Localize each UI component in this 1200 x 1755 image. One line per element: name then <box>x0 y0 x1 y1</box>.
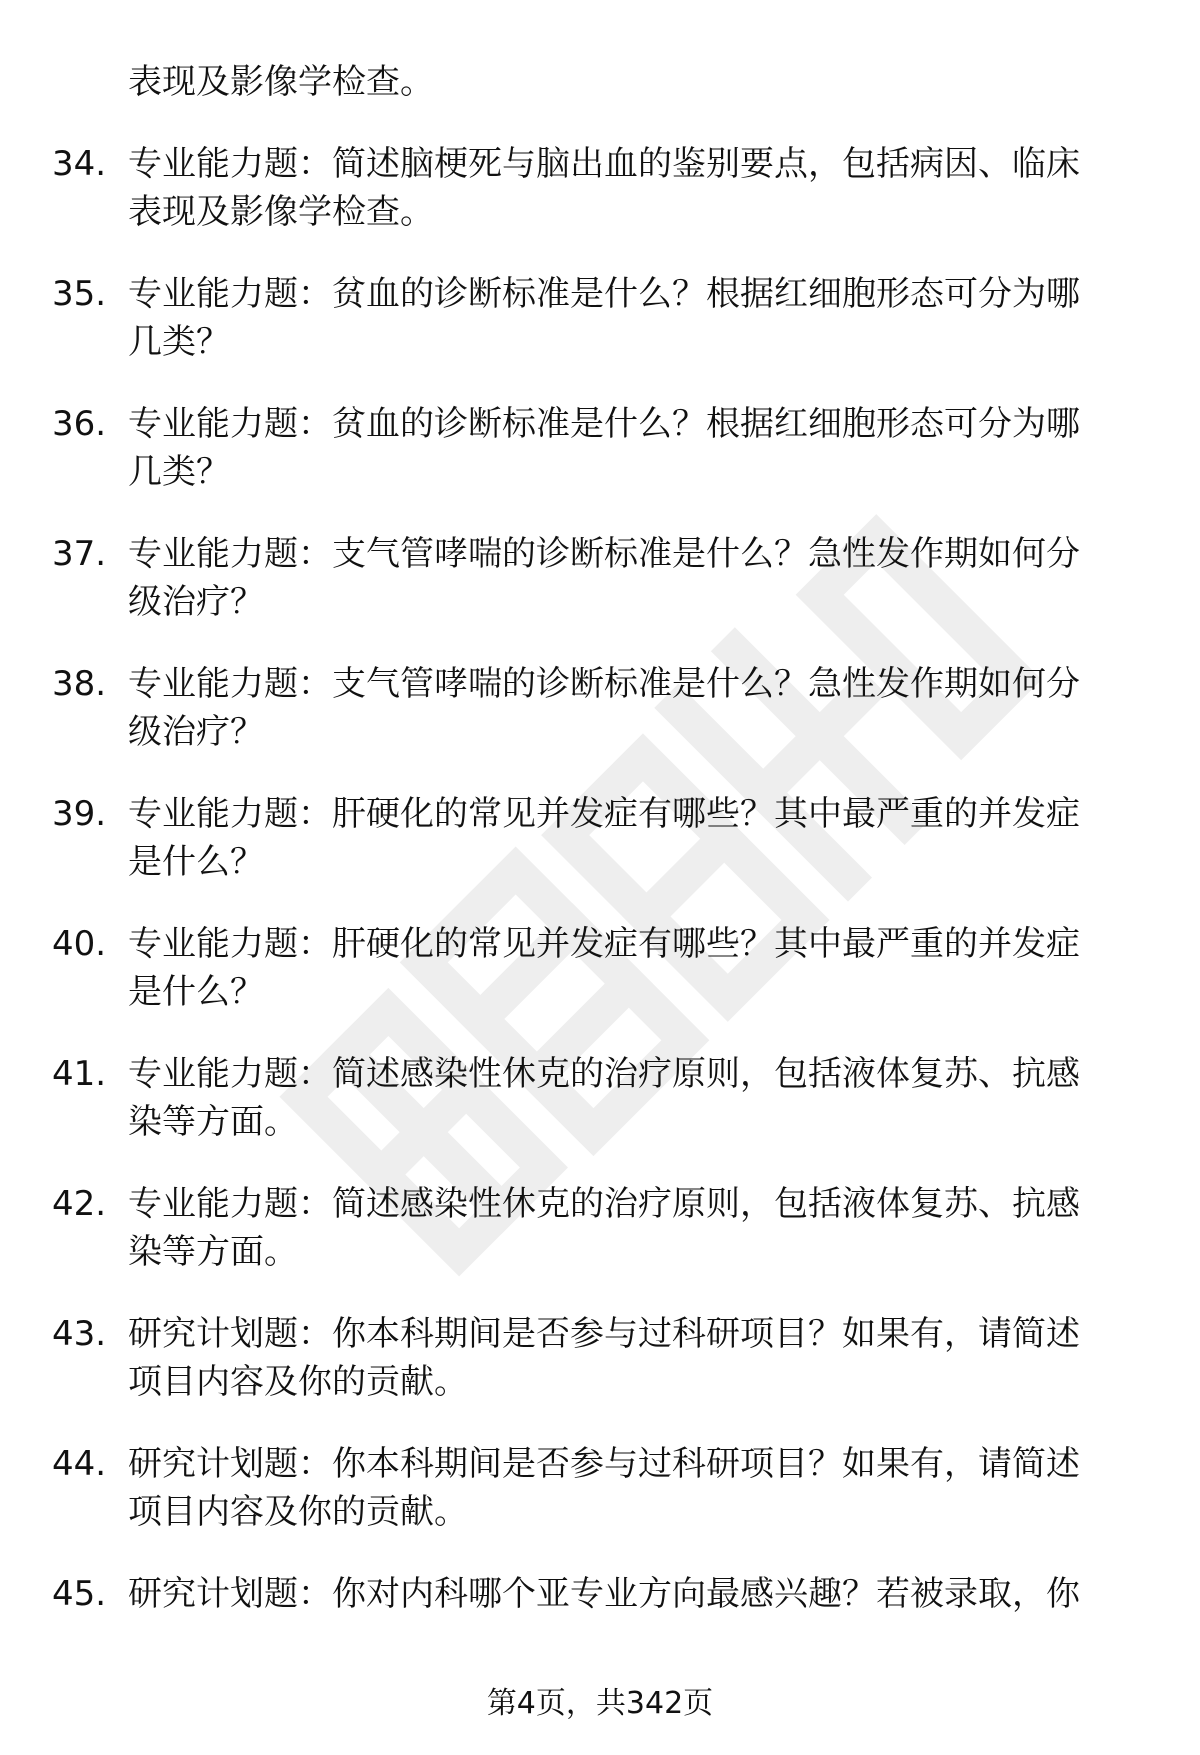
question-number: 37. <box>52 534 107 574</box>
question-item <box>0 400 1200 496</box>
question-line: 项目内容及你的贡献。 <box>128 1362 468 1402</box>
question-number: 43. <box>52 1314 107 1354</box>
question-text <box>128 920 1138 1016</box>
question-number: 45. <box>52 1574 107 1614</box>
question-line: 专业能力题：支气管哮喘的诊断标准是什么？急性发作期如何分 <box>128 534 1080 574</box>
question-number: 35. <box>52 274 107 314</box>
question-number: 36. <box>52 404 107 444</box>
question-text <box>128 1050 1138 1146</box>
question-text <box>128 530 1138 626</box>
question-item <box>0 790 1200 886</box>
question-item <box>0 660 1200 756</box>
question-line: 研究计划题：你对内科哪个亚专业方向最感兴趣？若被录取，你 <box>128 1574 1080 1614</box>
question-line: 专业能力题：简述脑梗死与脑出血的鉴别要点，包括病因、临床 <box>128 144 1080 184</box>
question-line: 项目内容及你的贡献。 <box>128 1492 468 1532</box>
question-line: 染等方面。 <box>128 1232 298 1272</box>
question-item <box>0 1180 1200 1276</box>
question-line: 几类？ <box>128 322 230 362</box>
question-item <box>0 1310 1200 1406</box>
question-line: 是什么？ <box>128 842 264 882</box>
question-text <box>128 790 1138 886</box>
question-line: 几类？ <box>128 452 230 492</box>
question-list <box>0 140 1200 1666</box>
question-item <box>0 1440 1200 1536</box>
question-line: 级治疗？ <box>128 582 264 622</box>
question-number: 41. <box>52 1054 107 1094</box>
page-footer: 第4页，共342页 <box>486 1686 714 1721</box>
question-text <box>128 400 1138 496</box>
question-number: 42. <box>52 1184 107 1224</box>
question-text <box>128 140 1138 236</box>
question-line: 专业能力题：肝硬化的常见并发症有哪些？其中最严重的并发症 <box>128 794 1080 834</box>
question-line: 专业能力题：肝硬化的常见并发症有哪些？其中最严重的并发症 <box>128 924 1080 964</box>
question-number: 44. <box>52 1444 107 1484</box>
question-text <box>128 1310 1138 1406</box>
question-text <box>128 270 1138 366</box>
question-number: 34. <box>52 144 107 184</box>
question-content <box>0 58 1200 1666</box>
question-line: 专业能力题：支气管哮喘的诊断标准是什么？急性发作期如何分 <box>128 664 1080 704</box>
question-line: 专业能力题：简述感染性休克的治疗原则，包括液体复苏、抗感 <box>128 1184 1080 1224</box>
question-text <box>128 660 1138 756</box>
question-item <box>0 270 1200 366</box>
question-number: 38. <box>52 664 107 704</box>
question-line: 是什么？ <box>128 972 264 1012</box>
question-text <box>128 1440 1138 1536</box>
question-text <box>128 1570 1138 1618</box>
question-item <box>0 920 1200 1016</box>
question-line: 研究计划题：你本科期间是否参与过科研项目？如果有，请简述 <box>128 1444 1080 1484</box>
question-line: 专业能力题：贫血的诊断标准是什么？根据红细胞形态可分为哪 <box>128 274 1080 314</box>
question-line: 级治疗？ <box>128 712 264 752</box>
question-line: 专业能力题：简述感染性休克的治疗原则，包括液体复苏、抗感 <box>128 1054 1080 1094</box>
question-item <box>0 140 1200 236</box>
continued-line: 表现及影像学检查。 <box>128 62 434 102</box>
question-line: 表现及影像学检查。 <box>128 192 434 232</box>
question-text <box>128 1180 1138 1276</box>
question-item <box>0 530 1200 626</box>
question-number: 39. <box>52 794 107 834</box>
question-line: 研究计划题：你本科期间是否参与过科研项目？如果有，请简述 <box>128 1314 1080 1354</box>
question-line: 专业能力题：贫血的诊断标准是什么？根据红细胞形态可分为哪 <box>128 404 1080 444</box>
question-number: 40. <box>52 924 107 964</box>
question-line: 染等方面。 <box>128 1102 298 1142</box>
question-item <box>0 1570 1200 1666</box>
question-item <box>0 1050 1200 1146</box>
